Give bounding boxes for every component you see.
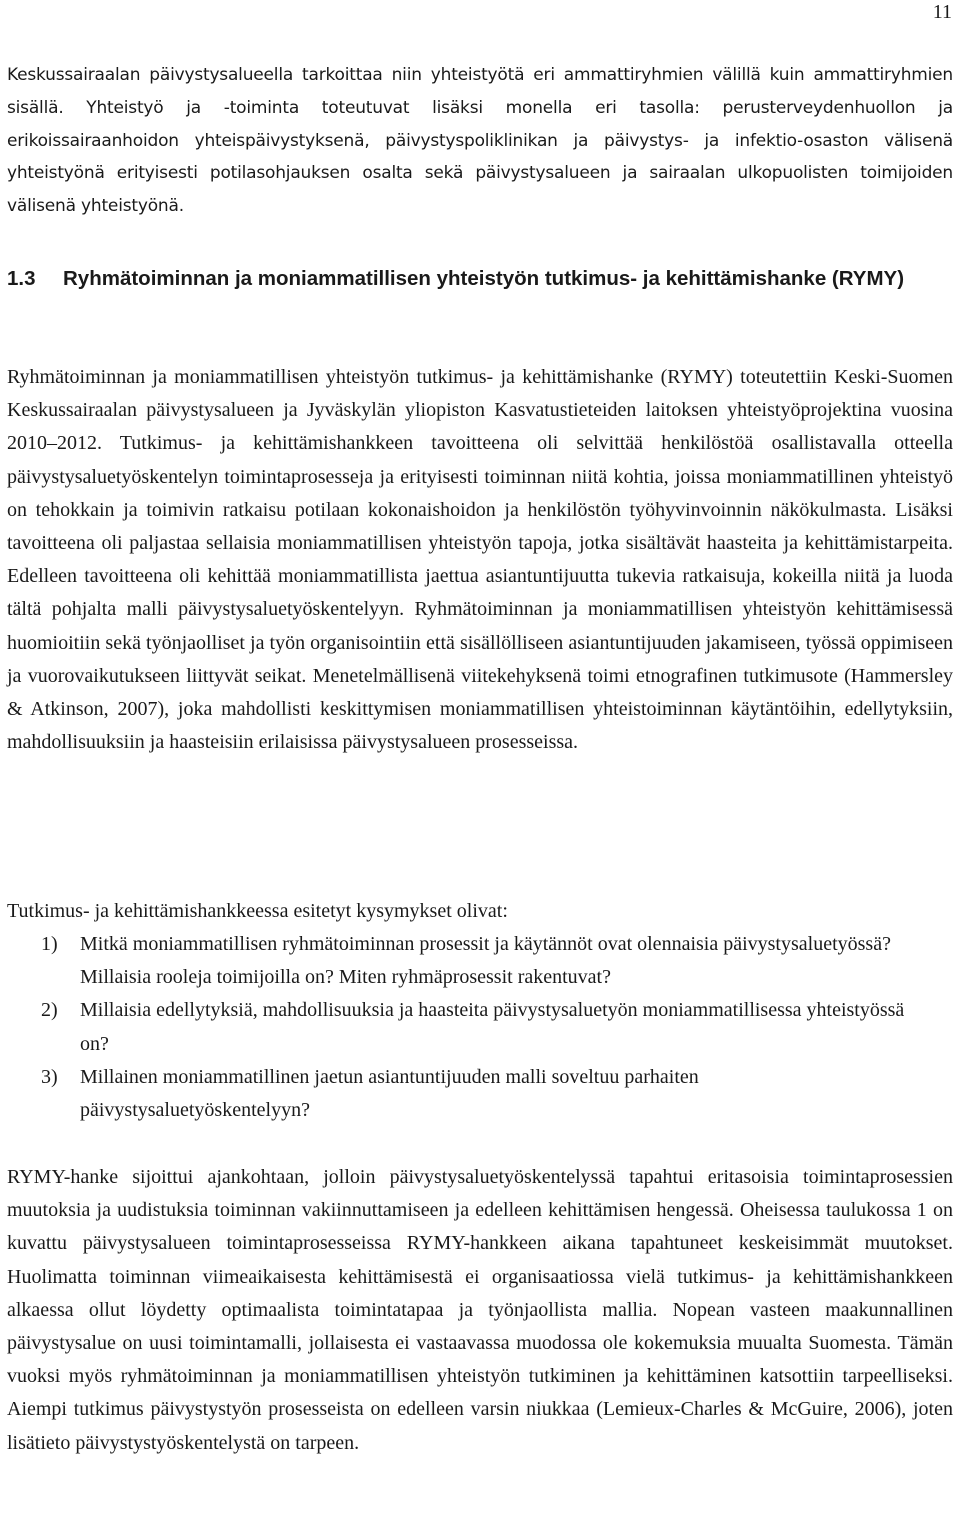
- question-number: 3): [41, 1065, 58, 1088]
- question-text: Millainen moniammatillinen jaetun asiantuntijuuden malli soveltuu parhaiten päivystysaluetyöskentelyyn?: [80, 1065, 699, 1122]
- question-text: Mitkä moniammatillisen ryhmätoiminnan prosessit ja käytännöt ovat olennaisia päivystysaluetyössä? Millaisia rooleja toimijoilla on? Miten ryhmäprosessit rakentuvat?: [80, 933, 891, 989]
- context-paragraph: RYMY-hanke sijoittui ajankohtaan, jolloin päivystysaluetyöskentelyssä tapahtui eritasoisia toimintaprosessien muutoksia ja uudistuksia toiminnan vakiinnuttamiseen ja edelleen kehittämisen hengessä. Oheisessa taulukossa 1 on kuvattu päivystysalueen toimintaprosesseissa RYMY-hankkeen aikana tapahtuneet keskeisimmät muutokset. Huolimatta toiminnan viimeaikaisesta kehittämisestä ei organisaatiossa vielä tutkimus- ja kehittämishankkeen alkaessa ollut löydetty optimaalista toimintatapaa ja työnjaollista mallia. Nopean vasteen maakunnallinen päivystysalue on uusi toimintamalli, jollaisesta ei vastaavassa muodossa ole kokemuksia muualta Suomesta. Tämän vuoksi myös ryhmätoiminnan ja moniammatillisen yhteistyön tutkiminen ja kehittäminen katsottiin tarpeelliseksi. Aiempi tutkimus päivystystyön prosesseista on edelleen varsin niukkaa (Lemieux-Charles & McGuire, 2006), joten lisätieto päivystystyöskentelystä on tarpeen.: [7, 1166, 953, 1454]
- section-heading: [7, 262, 953, 295]
- question-number: 1): [41, 933, 58, 955]
- question-number: 2): [41, 999, 58, 1022]
- project-description-paragraph: Ryhmätoiminnan ja moniammatillisen yhteistyön tutkimus- ja kehittämishanke (RYMY) toteutettiin Keski-Suomen Keskussairaalan päivystysalueen ja Jyväskylän yliopiston Kasvatustieteiden laitoksen yhteistyöprojektina vuosina 2010–2012. Tutkimus- ja kehittämishankkeen tavoitteena oli selvittää henkilöstöä osallistavalla otteella päivystysaluetyöskentelyn toimintaprosesseja ja erityisesti toiminnan niitä kohtia, joissa moniammatillinen yhteistyö on tehokkain ja toimivin ratkaisu potilaan kokonaishoidon ja henkilöstön työhyvinvoinnin näkökulmasta. Lisäksi tavoitteena oli paljastaa sellaisia moniammatillisen yhteistyön tapoja, jotka sisältävät haasteita ja kehittämistarpeita. Edelleen tavoitteena oli kehittää moniammatillista jaettua asiantuntijuutta tukevia ratkaisuja, kokeilla niitä ja luoda tältä pohjalta malli päivystysaluetyöskentelyyn. Ryhmätoiminnan ja moniammatillisen yhteistyön kehittämisessä huomioitiin sekä työnjaolliset ja työn organisointiin että sisällölliseen asiantuntijuuden jakamiseen, työssä oppimiseen ja vuorovaikutukseen liittyvät seikat. Menetelmällisenä viitekehyksenä toimi etnografinen tutkimusote (Hammersley & Atkinson, 2007), joka mahdollisti keskittymisen moniammatillisen yhteistoiminnan käytäntöihin, edellytyksiin, mahdollisuuksiin ja haasteisiin erilaisissa päivystysalueen prosesseissa.: [7, 366, 953, 754]
- list-item: [7, 994, 953, 1060]
- questions-intro-paragraph: Tutkimus- ja kehittämishankkeessa esitetyt kysymykset olivat:: [7, 900, 508, 922]
- intro-paragraph: Keskussairaalan päivystysalueella tarkoittaa niin yhteistyötä eri ammattiryhmien välillä kuin ammattiryhmien sisällä. Yhteistyö ja -toiminta toteutuvat lisäksi monella eri tasolla: perusterveydenhuollon ja erikoissairaanhoidon yhteispäivystyksenä, päivystyspoliklinikan ja päivystys- ja infektio-osaston välisenä yhteistyönä erityisesti potilasohjauksen osalta sekä päivystysalueen ja sairaalan ulkopuolisten toimijoiden välisenä yhteistyönä.: [7, 65, 953, 217]
- list-item: [7, 1061, 953, 1127]
- list-item: [7, 928, 953, 994]
- research-questions-list: [7, 928, 953, 1127]
- page-number: 11: [932, 1, 952, 23]
- section-number: 1.3: [7, 267, 36, 290]
- question-text: Millaisia edellytyksiä, mahdollisuuksia ja haasteita päivystysaluetyön moniammatillisessa yhteistyössä on?: [80, 999, 905, 1055]
- section-title: Ryhmätoiminnan ja moniammatillisen yhteistyön tutkimus- ja kehittämishanke (RYMY): [63, 267, 905, 290]
